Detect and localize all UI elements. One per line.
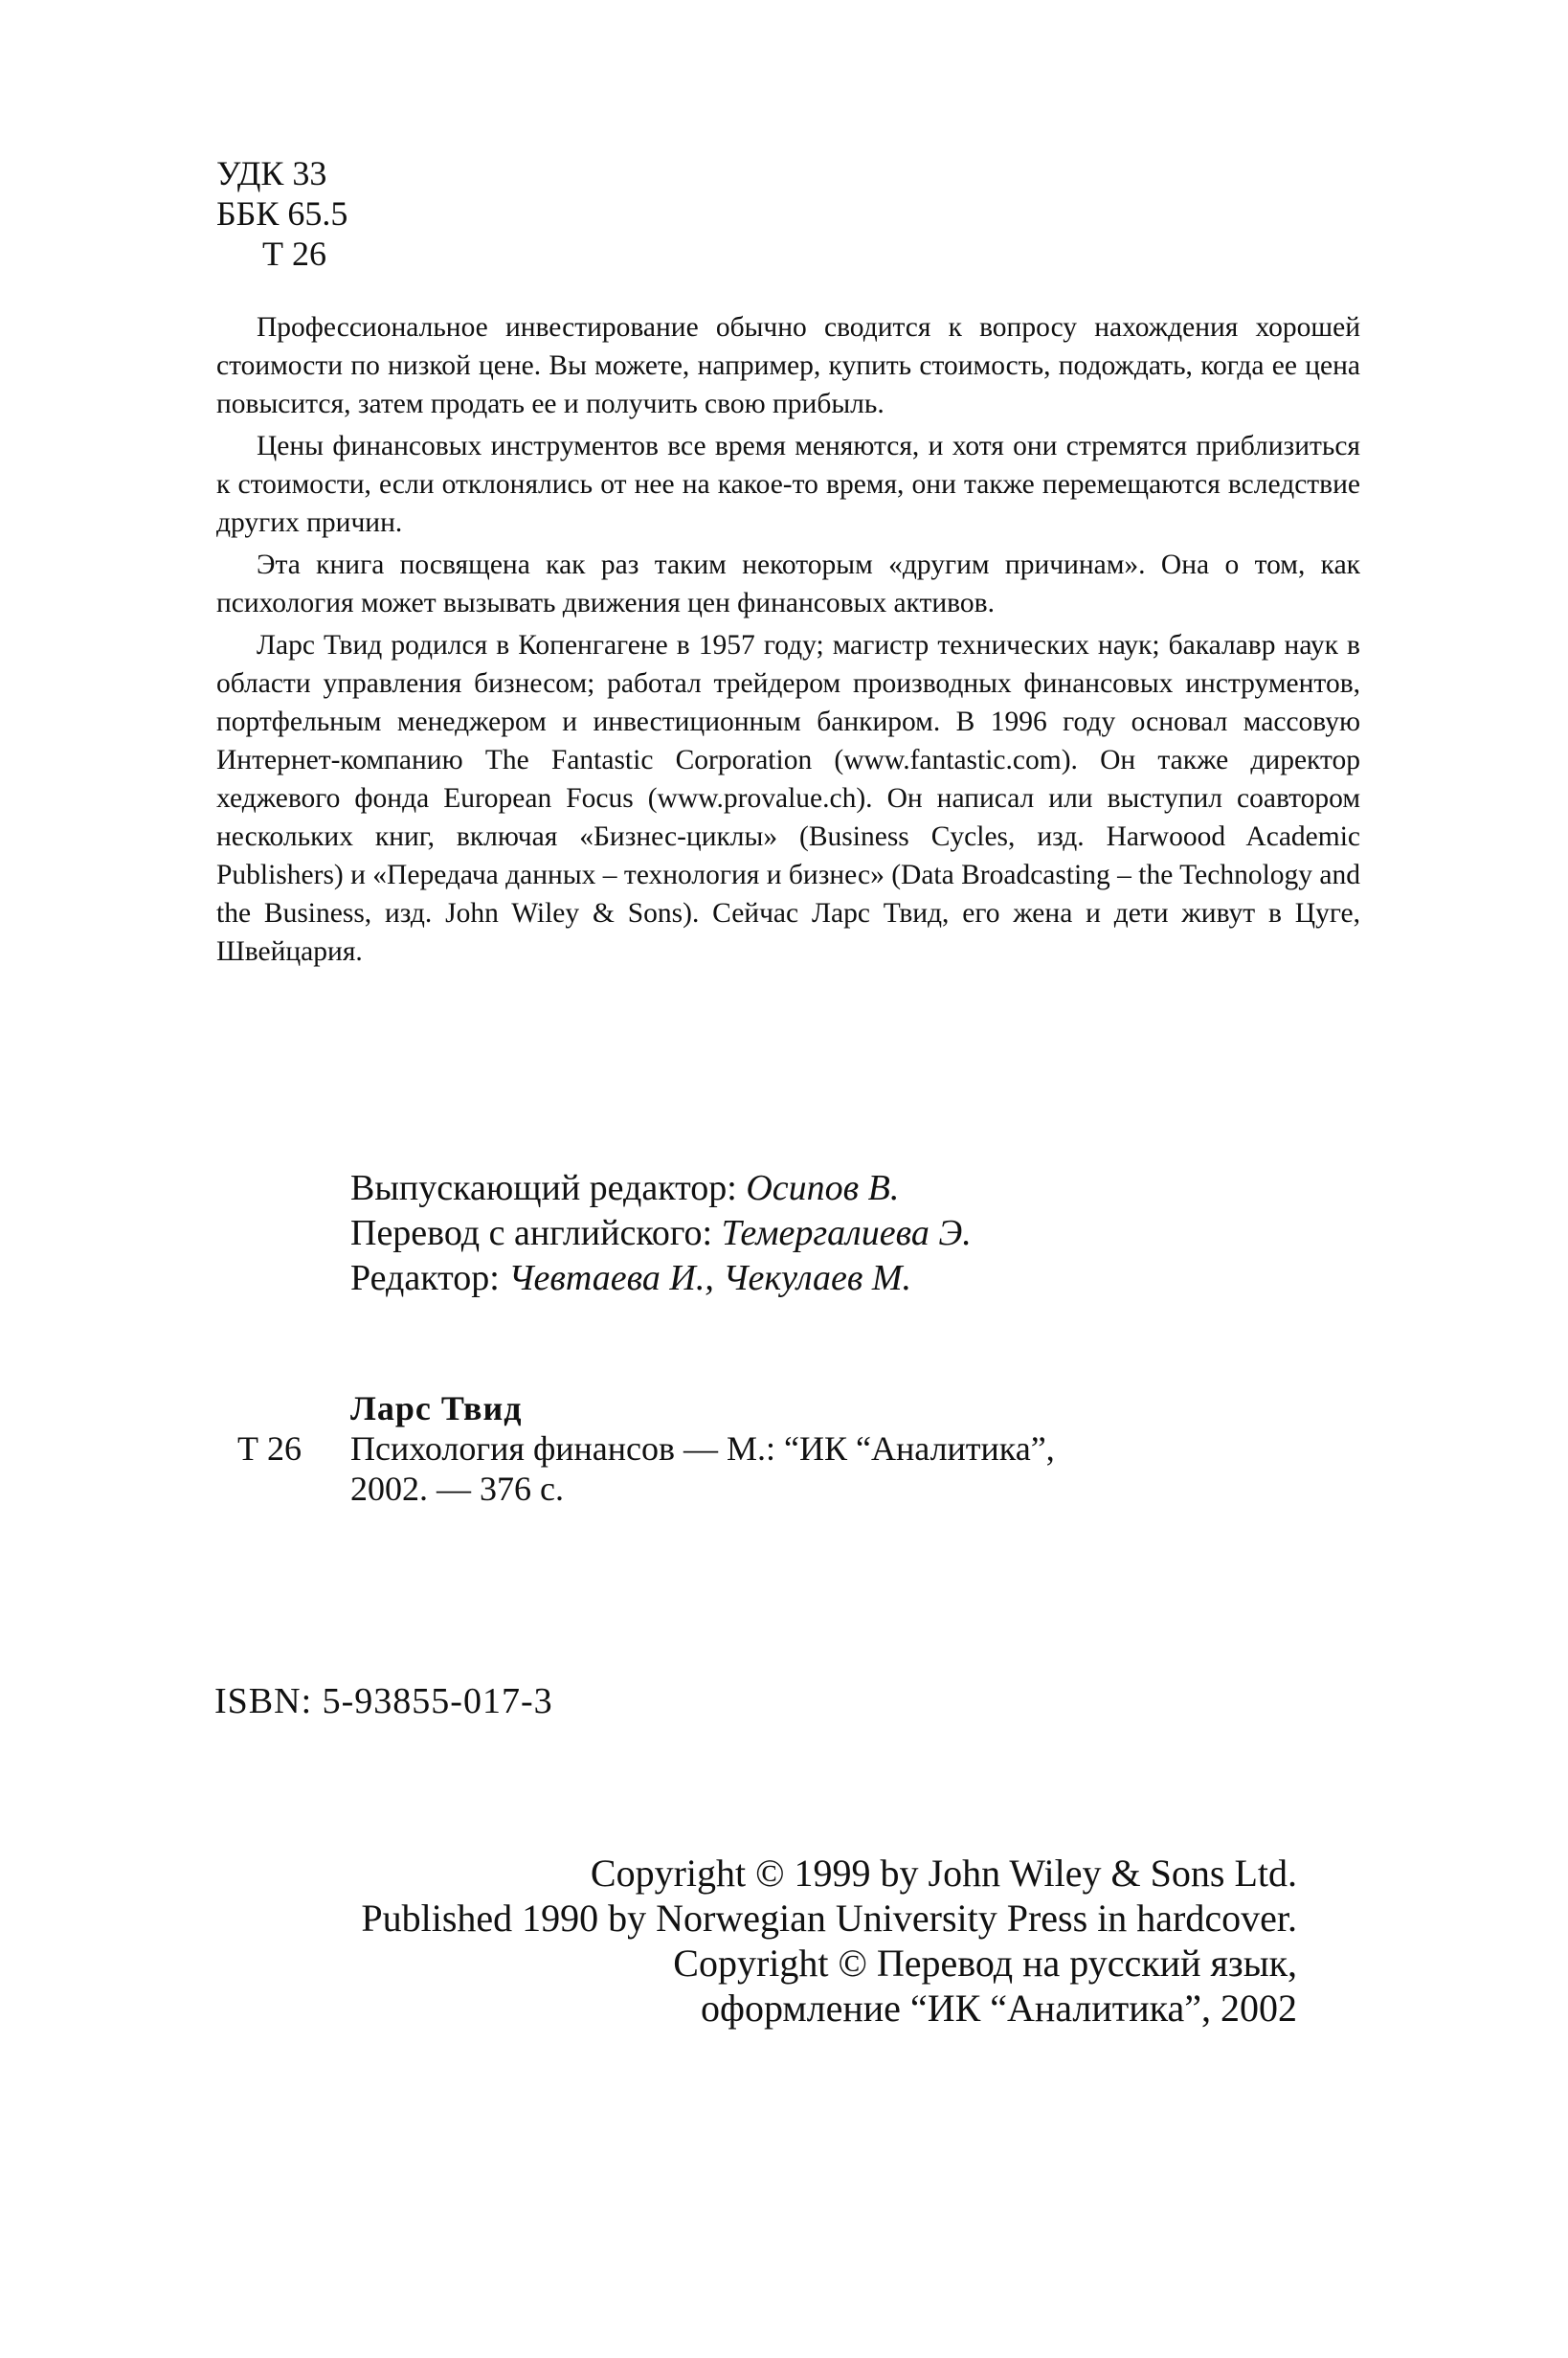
bibliographic-author: Ларс Твид	[350, 1389, 523, 1427]
annotation-paragraph: Профессиональное инвестирование обычно сводится к вопросу нахождения хорошей стоимости по низкой цене. Вы можете, например, купить стоимость, подождать, когда ее цена повысится, затем продать ее и получить свою прибыль.	[216, 312, 1360, 419]
credit-role: Выпускающий редактор:	[350, 1168, 737, 1208]
bibliographic-title-row	[237, 1428, 1290, 1469]
author-mark: Т 26	[262, 235, 326, 273]
annotation-paragraph: Цены финансовых инструментов все время меняются, и хотя они стремятся приблизиться к стоимости, если отклонялись от нее на какое-то время, они также перемещаются вследствие других причин.	[216, 431, 1360, 538]
credit-name: Осипов В.	[746, 1168, 900, 1208]
translation-copyright-line: Copyright © Перевод на русский язык,	[673, 1942, 1297, 1985]
credit-editor	[350, 1256, 972, 1301]
bibliographic-record	[237, 1388, 1290, 1509]
udk-code: УДК 33	[216, 154, 327, 192]
bbk-code: ББК 65.5	[216, 194, 348, 233]
publication-line: Published 1990 by Norwegian University Press in hardcover.	[361, 1897, 1297, 1940]
design-copyright-line: оформление “ИК “Аналитика”, 2002	[701, 1987, 1297, 2030]
credit-role: Редактор:	[350, 1258, 500, 1298]
bibliographic-imprint: 2002. — 376 с.	[350, 1470, 564, 1508]
credit-role: Перевод с английского:	[350, 1213, 713, 1253]
annotation-paragraph: Ларс Твид родился в Копенгагене в 1957 году; магистр технических наук; бакалавр наук в области управления бизнесом; работал трейдером производных финансовых инструментов, портфельным менеджером и инвестиционным банкиром. В 1996 году основал массовую Интернет-компанию The Fantastic Corporation (www.fantastic.com). Он также директор хеджевого фонда European Focus (www.provalue.ch). Он написал или выступил соавтором нескольких книг, включая «Бизнес-циклы» (Business Cycles, изд. Harwoood Academic Publishers) и «Передача данных – технология и бизнес» (Data Broadcasting – the Technology and the Business, изд. John Wiley & Sons). Сейчас Ларс Твид, его жена и дети живут в Цуге, Швейцария.	[216, 630, 1360, 967]
classification-codes	[216, 153, 347, 274]
editorial-credits	[350, 1166, 972, 1301]
bibliographic-code: Т 26	[237, 1429, 302, 1468]
isbn: ISBN: 5-93855-017-3	[214, 1681, 553, 1721]
credit-translator	[350, 1211, 972, 1256]
bibliographic-title: Психология финансов — М.: “ИК “Аналитика”,	[350, 1429, 1055, 1468]
copyright-block	[361, 1851, 1297, 2031]
copyright-line: Copyright © 1999 by John Wiley & Sons Ltd.	[590, 1852, 1297, 1895]
credit-managing-editor	[350, 1166, 972, 1211]
annotation-paragraph: Эта книга посвящена как раз таким некоторым «другим причинам». Она о том, как психология может вызывать движения цен финансовых активов.	[216, 550, 1360, 618]
credit-name: Чевтаева И., Чекулаев М.	[508, 1258, 912, 1298]
credit-name: Темергалиева Э.	[721, 1213, 972, 1253]
book-annotation	[216, 308, 1360, 975]
